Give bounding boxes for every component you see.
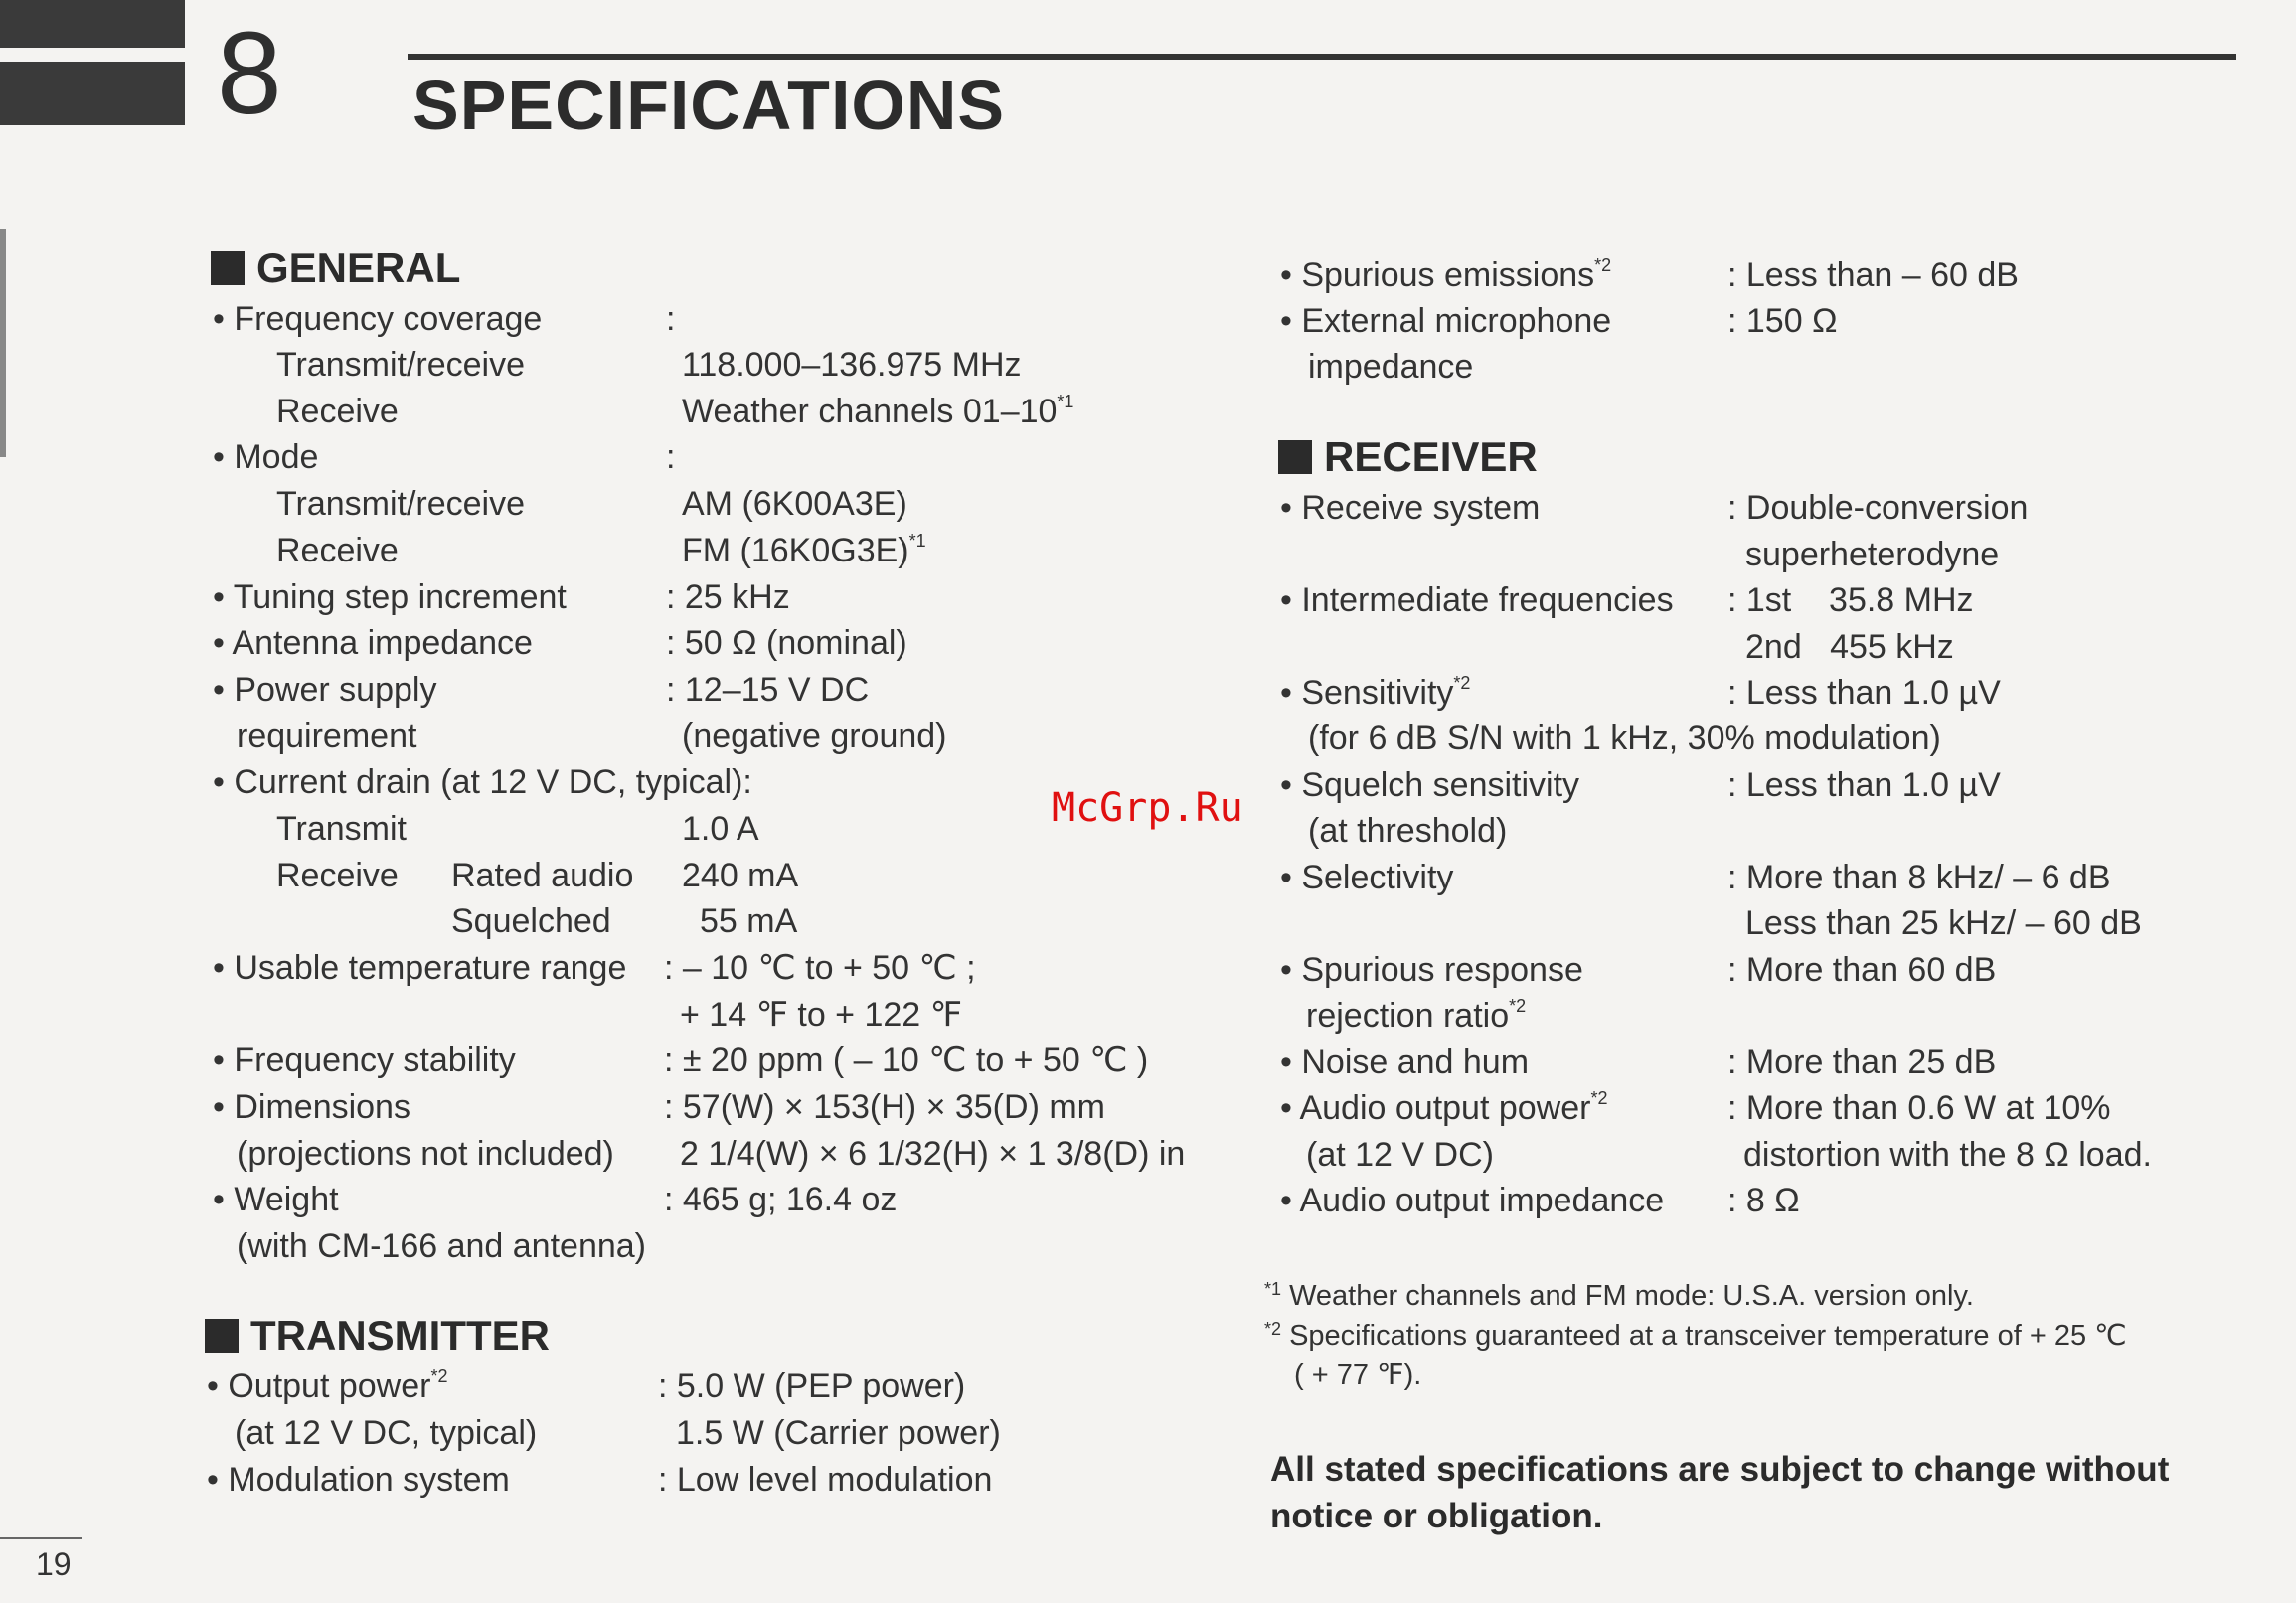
spec-label: • Audio output power$^{*2}$ [1280, 1088, 1608, 1127]
heading-square-icon [1278, 440, 1312, 474]
spec-label: • Antenna impedance [213, 624, 533, 662]
page-number-rule [0, 1537, 82, 1539]
spec-label: • Current drain (at 12 V DC, typical): [213, 763, 752, 801]
spec-value: 2 1/4(W) × 6 1/32(H) × 1 3/8(D) in [680, 1135, 1186, 1173]
spec-value: : Double-conversion [1727, 489, 2029, 527]
spec-value: 2nd 455 kHz [1745, 628, 1954, 666]
spec-label: (projections not included) [237, 1135, 614, 1173]
footnote-continued: ( + 77 ℉). [1294, 1360, 1422, 1391]
spec-value: 118.000–136.975 MHz [682, 346, 1022, 384]
spec-value: : 465 g; 16.4 oz [664, 1181, 898, 1218]
spec-value: 1.0 A [682, 810, 759, 848]
spec-label: Receive [276, 857, 399, 894]
spec-value: : [666, 438, 676, 476]
spec-label: • Tuning step increment [213, 578, 567, 616]
spec-value: 55 mA [700, 902, 798, 940]
spec-label: (at 12 V DC) [1306, 1136, 1494, 1174]
spec-sublabel: Rated audio [451, 857, 634, 894]
footnote: $^{*2}$ Specifications guaranteed at a transceiver temperature of + 25 ℃ [1264, 1319, 2127, 1352]
page-title: SPECIFICATIONS [412, 67, 1006, 144]
section-heading-general: GENERAL [211, 244, 460, 292]
side-edge-mark [0, 229, 6, 457]
spec-label: (with CM-166 and antenna) [237, 1227, 647, 1265]
spec-value: 1.5 W (Carrier power) [676, 1414, 1001, 1452]
spec-value: : Less than 1.0 µV [1727, 766, 2001, 804]
spec-sublabel: Squelched [451, 902, 611, 940]
spec-value: : 12–15 V DC [666, 671, 870, 709]
spec-label: • Sensitivity$^{*2}$ [1280, 673, 1471, 712]
spec-label: rejection ratio$^{*2}$ [1306, 996, 1527, 1035]
spec-label: Transmit [276, 810, 407, 848]
page-number: 19 [36, 1546, 72, 1582]
watermark: McGrp.Ru [1052, 785, 1243, 831]
spec-label: • Modulation system [207, 1461, 510, 1499]
spec-value: : – 10 ℃ to + 50 ℃ ; [664, 949, 976, 987]
spec-label: • Dimensions [213, 1088, 410, 1126]
spec-value: : 150 Ω [1727, 302, 1838, 340]
spec-label: • Selectivity [1280, 859, 1454, 896]
spec-value: : ± 20 ppm ( – 10 ℃ to + 50 ℃ ) [664, 1042, 1149, 1079]
spec-label: • External microphone [1280, 302, 1612, 340]
chapter-number: 8 [217, 8, 282, 139]
chapter-tab-block-lower [0, 62, 185, 125]
spec-value: : 25 kHz [666, 578, 790, 616]
spec-label: Transmit/receive [276, 485, 526, 523]
disclaimer-notice: All stated specifications are subject to change without notice or obligation. [1270, 1450, 2170, 1535]
spec-value: : More than 8 kHz/ – 6 dB [1727, 859, 2111, 896]
section-heading-receiver: RECEIVER [1278, 433, 1538, 481]
spec-label: • Mode [213, 438, 319, 476]
spec-label: impedance [1308, 348, 1474, 386]
spec-value: : More than 60 dB [1727, 951, 1997, 989]
spec-value: : 8 Ω [1727, 1182, 1800, 1219]
spec-label: (at threshold) [1308, 812, 1508, 850]
spec-value: (negative ground) [682, 718, 947, 755]
spec-value: : More than 25 dB [1727, 1043, 1997, 1081]
spec-value: distortion with the 8 Ω load. [1743, 1136, 2152, 1174]
spec-label: • Usable temperature range [213, 949, 627, 987]
spec-value: : 1st 35.8 MHz [1727, 581, 1974, 619]
spec-label: Transmit/receive [276, 346, 526, 384]
spec-value: Weather channels 01–10$^{*1}$ [682, 392, 1074, 430]
footnote: $^{*1}$ Weather channels and FM mode: U.S.A. version only. [1264, 1279, 1974, 1312]
spec-label: • Frequency coverage [213, 300, 543, 338]
spec-label: • Spurious response [1280, 951, 1583, 989]
spec-value: : [666, 300, 676, 338]
heading-square-icon [205, 1319, 239, 1353]
heading-square-icon [211, 251, 245, 285]
chapter-tab-block [0, 0, 185, 48]
spec-label: (for 6 dB S/N with 1 kHz, 30% modulation) [1308, 720, 1941, 757]
spec-label: • Spurious emissions$^{*2}$ [1280, 255, 1612, 294]
spec-label: (at 12 V DC, typical) [235, 1414, 538, 1452]
spec-value: + 14 ℉ to + 122 ℉ [680, 996, 963, 1034]
spec-label: Receive [276, 532, 399, 569]
spec-label: • Weight [213, 1181, 339, 1218]
header-rule [408, 54, 2236, 60]
spec-label: requirement [237, 718, 417, 755]
spec-label: • Audio output impedance [1280, 1182, 1665, 1219]
spec-value: superheterodyne [1745, 536, 2000, 573]
spec-label: • Noise and hum [1280, 1043, 1530, 1081]
spec-value: : 5.0 W (PEP power) [658, 1367, 966, 1405]
spec-value: : Low level modulation [658, 1461, 993, 1499]
spec-value: : Less than 1.0 µV [1727, 674, 2001, 712]
spec-label: • Output power$^{*2}$ [207, 1366, 448, 1405]
spec-label: • Power supply [213, 671, 437, 709]
spec-value: Less than 25 kHz/ – 60 dB [1745, 904, 2142, 942]
spec-value: AM (6K00A3E) [682, 485, 907, 523]
spec-value: : More than 0.6 W at 10% [1727, 1089, 2111, 1127]
spec-value: FM $(16K0G3E)^{*1}$ [682, 531, 926, 569]
spec-value: : Less than – 60 dB [1727, 256, 2019, 294]
spec-label: • Squelch sensitivity [1280, 766, 1580, 804]
spec-label: Receive [276, 393, 399, 430]
section-heading-transmitter: TRANSMITTER [205, 1312, 550, 1360]
spec-value: 240 mA [682, 857, 799, 894]
spec-label: • Intermediate frequencies [1280, 581, 1674, 619]
spec-label: • Frequency stability [213, 1042, 516, 1079]
spec-label: • Receive system [1280, 489, 1541, 527]
spec-value: : 57(W) × 153(H) × 35(D) mm [664, 1088, 1105, 1126]
spec-value: : 50 Ω (nominal) [666, 624, 907, 662]
